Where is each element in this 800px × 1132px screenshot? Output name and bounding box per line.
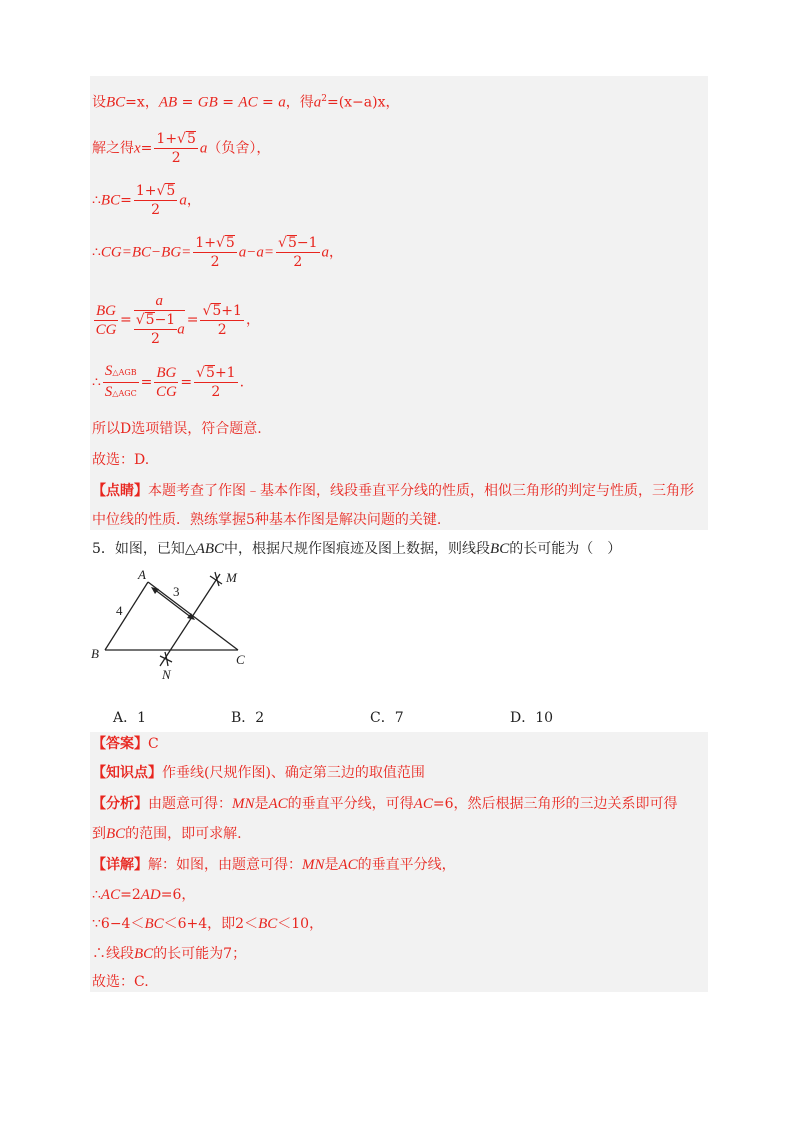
therefore-symbol: ∴ bbox=[92, 244, 101, 261]
therefore-symbol: ∴ bbox=[92, 946, 106, 962]
choice-value: 10 bbox=[535, 710, 554, 726]
var-gb: GB bbox=[197, 94, 218, 111]
text: 的长可能为（ ） bbox=[509, 541, 622, 557]
radicand: 5 bbox=[212, 302, 222, 319]
text: =(x−a)x bbox=[326, 94, 386, 111]
fraction: $\frac{√5+1}{2}$ bbox=[196, 365, 236, 400]
perpendicular-bisector-mn bbox=[160, 574, 220, 666]
choice-letter: D． bbox=[510, 710, 536, 726]
question-number: 5． bbox=[92, 541, 115, 557]
label-m: M bbox=[226, 570, 237, 585]
solution-line-4 bbox=[92, 234, 343, 271]
label-length-ab: 4 bbox=[116, 603, 123, 618]
var-bc: BC bbox=[106, 826, 126, 842]
fraction: $\frac{1+√5}{2}$ bbox=[135, 183, 176, 218]
denominator: 2 bbox=[210, 254, 220, 270]
solution-line-1: 设BC=x，AB = GB = AC = a，得$a^2=(x-a)x$， bbox=[92, 94, 400, 111]
therefore-symbol: ∴ bbox=[92, 887, 101, 903]
var-ac: AC bbox=[268, 796, 288, 812]
text: ＜6+4，即2＜ bbox=[163, 916, 259, 932]
tag-dianjing: 【点睛】 bbox=[92, 483, 148, 499]
text: 的范围，即可求解. bbox=[125, 826, 242, 842]
text: 中，根据尺规作图痕迹及图上数据，则线段 bbox=[224, 541, 491, 557]
text: = bbox=[120, 192, 132, 209]
answer-line-8 bbox=[92, 944, 246, 964]
text: 作垂线(尺规作图)、确定第三边的取值范围 bbox=[162, 765, 425, 781]
text: 设 bbox=[92, 94, 106, 111]
var-bc: BC bbox=[134, 946, 154, 962]
fraction: $\frac{1+√5}{2}$ bbox=[156, 131, 196, 166]
text: = bbox=[180, 374, 193, 391]
text: . bbox=[239, 374, 245, 391]
var-a: a bbox=[199, 140, 208, 157]
text: +1 bbox=[214, 365, 236, 381]
var-a: a bbox=[278, 94, 286, 111]
solution-line-6 bbox=[92, 362, 244, 403]
denominator: 2 bbox=[151, 202, 161, 218]
answer-value: C bbox=[148, 736, 159, 752]
text: ＜10， bbox=[277, 916, 324, 932]
var-abc: ABC bbox=[195, 541, 225, 557]
text: 到 bbox=[92, 826, 106, 842]
tag-answer: 【答案】 bbox=[92, 736, 148, 752]
text: =x bbox=[125, 94, 145, 111]
text: 1+ bbox=[135, 183, 157, 199]
var-ac: AC bbox=[100, 887, 121, 903]
text: =2 bbox=[120, 887, 141, 903]
var-bc: BC bbox=[100, 192, 121, 209]
text: +1 bbox=[221, 302, 242, 319]
choice-value: 7 bbox=[394, 710, 404, 726]
choice-d[interactable] bbox=[510, 707, 553, 727]
fraction-bg-cg bbox=[94, 302, 118, 339]
complex-fraction bbox=[134, 292, 185, 348]
arrowhead-a bbox=[151, 587, 159, 594]
label-n: N bbox=[162, 667, 171, 682]
text: 的垂直平分线，可得 bbox=[287, 796, 414, 812]
segment-ab bbox=[105, 582, 148, 650]
expression: CG=BC−BG= bbox=[100, 244, 192, 261]
therefore-symbol: ∴ bbox=[92, 192, 101, 209]
text: 6−4＜ bbox=[100, 916, 145, 932]
var-a: a bbox=[321, 244, 330, 261]
text: 是 bbox=[324, 857, 339, 873]
var-bc: BC bbox=[144, 916, 164, 932]
var-bg: BG bbox=[156, 365, 177, 381]
fraction: $\frac{1+√5}{2}$ bbox=[195, 235, 235, 270]
text: =6，然后根据三角形的三边关系即可得 bbox=[432, 796, 678, 812]
var-ac: AC bbox=[338, 857, 358, 873]
var-bc: BC bbox=[106, 94, 126, 111]
var-cg: CG bbox=[155, 384, 177, 400]
solution-line-8: 故选：D. bbox=[92, 452, 150, 468]
var-ad: AD bbox=[140, 887, 161, 903]
var-a: a bbox=[313, 94, 322, 111]
denominator: 2 bbox=[171, 150, 181, 166]
radicand: 5 bbox=[166, 183, 176, 199]
expression: a−a= bbox=[238, 244, 275, 261]
answer-line-7 bbox=[92, 914, 323, 934]
text: 解之得 bbox=[92, 140, 134, 157]
choice-value: 2 bbox=[255, 710, 265, 726]
denominator: 2 bbox=[217, 321, 227, 338]
therefore-symbol: ∴ bbox=[92, 374, 101, 391]
choice-b[interactable] bbox=[231, 707, 264, 727]
var-s: S bbox=[104, 363, 113, 379]
text: −1 bbox=[154, 312, 176, 328]
text: ， bbox=[245, 312, 260, 328]
var-bg: BG bbox=[96, 302, 116, 319]
fraction: $\frac{√5+1}{2}$ bbox=[202, 302, 242, 338]
exponent: 2 bbox=[321, 94, 327, 104]
radicand: 5 bbox=[225, 235, 235, 251]
denominator: 2 bbox=[211, 384, 221, 400]
text: =6， bbox=[160, 887, 196, 903]
subscript: △AGB bbox=[112, 368, 137, 377]
solution-line-9 bbox=[92, 481, 694, 501]
text: = bbox=[140, 374, 153, 391]
text: ， bbox=[385, 94, 400, 111]
label-a: A bbox=[138, 567, 146, 582]
text: ， bbox=[329, 244, 344, 261]
text: 线段 bbox=[106, 946, 134, 962]
fraction-bg-cg bbox=[154, 364, 178, 401]
var-a: a bbox=[179, 192, 187, 209]
solution-line-7: 所以D选项错误，符合题意. bbox=[92, 421, 262, 437]
solution-line-5 bbox=[92, 292, 260, 348]
text: −1 bbox=[296, 235, 318, 251]
radicand: 5 bbox=[287, 235, 297, 251]
text: 是 bbox=[254, 796, 269, 812]
text: 如图，已知 bbox=[114, 541, 185, 557]
choice-a[interactable] bbox=[113, 707, 146, 727]
text: = bbox=[120, 312, 132, 328]
label-c: C bbox=[236, 652, 245, 667]
question-5 bbox=[92, 539, 621, 559]
fraction: $\frac{√5-1}{2}$ bbox=[278, 235, 318, 270]
answer-line-1 bbox=[92, 734, 159, 754]
answer-line-5 bbox=[92, 855, 456, 875]
geometry-figure bbox=[88, 562, 268, 688]
radicand: 5 bbox=[186, 131, 196, 147]
var-ac: AC bbox=[238, 94, 258, 111]
text: 1+ bbox=[156, 131, 178, 147]
radicand: 5 bbox=[206, 365, 215, 381]
denominator: 2 bbox=[151, 331, 160, 347]
area-ratio-fraction bbox=[103, 362, 139, 403]
label-length-ad: 3 bbox=[173, 584, 180, 599]
var-a: a bbox=[155, 293, 163, 309]
text: 1+ bbox=[195, 235, 216, 251]
solution-line-3 bbox=[92, 182, 201, 219]
tag-detail: 【详解】 bbox=[92, 857, 148, 873]
var-s: S bbox=[104, 384, 113, 400]
tag-analysis: 【分析】 bbox=[92, 796, 148, 812]
var-x: x bbox=[134, 140, 141, 157]
answer-line-9: 故选：C. bbox=[92, 974, 149, 990]
choice-letter: A． bbox=[113, 710, 138, 726]
choice-c[interactable] bbox=[370, 707, 404, 727]
choice-letter: B． bbox=[231, 710, 256, 726]
solution-line-2 bbox=[92, 130, 270, 167]
choice-letter: C． bbox=[370, 710, 395, 726]
choice-value: 1 bbox=[137, 710, 147, 726]
text: = bbox=[186, 312, 199, 328]
radicand: 5 bbox=[145, 312, 155, 328]
var-mn: MN bbox=[302, 857, 325, 873]
var-cg: CG bbox=[95, 321, 117, 338]
solution-line-10: 中位线的性质．熟练掌握5种基本作图是解决问题的关键. bbox=[92, 512, 442, 528]
text: 由题意可得： bbox=[148, 796, 232, 812]
text: 的长可能为7； bbox=[153, 946, 247, 962]
answer-line-2 bbox=[92, 763, 425, 783]
var-a: a bbox=[177, 321, 185, 338]
because-symbol: ∵ bbox=[92, 916, 101, 932]
text: ， bbox=[144, 94, 159, 111]
tag-knowledge: 【知识点】 bbox=[92, 765, 162, 781]
var-ac: AC bbox=[413, 796, 433, 812]
answer-line-4 bbox=[92, 824, 242, 844]
answer-line-6 bbox=[92, 885, 195, 905]
text: = bbox=[140, 140, 153, 157]
denominator: 2 bbox=[293, 254, 303, 270]
var-bc: BC bbox=[490, 541, 510, 557]
answer-line-3 bbox=[92, 794, 677, 814]
triangle-symbol: △ bbox=[184, 541, 196, 557]
var-bc: BC bbox=[258, 916, 278, 932]
text: 的垂直平分线， bbox=[357, 857, 456, 873]
text: ， bbox=[186, 192, 201, 209]
subscript: △AGC bbox=[112, 389, 137, 398]
var-ab: AB bbox=[158, 94, 178, 111]
var-mn: MN bbox=[232, 796, 255, 812]
label-b: B bbox=[91, 646, 99, 661]
text: 本题考查了作图﹣基本作图，线段垂直平分线的性质，相似三角形的判定与性质，三角形 bbox=[148, 483, 694, 499]
text: （负舍）， bbox=[207, 140, 271, 157]
fraction: $\frac{√5-1}{2}$ bbox=[135, 312, 176, 347]
text: ，得 bbox=[285, 94, 314, 111]
text: 解：如图，由题意可得： bbox=[148, 857, 302, 873]
